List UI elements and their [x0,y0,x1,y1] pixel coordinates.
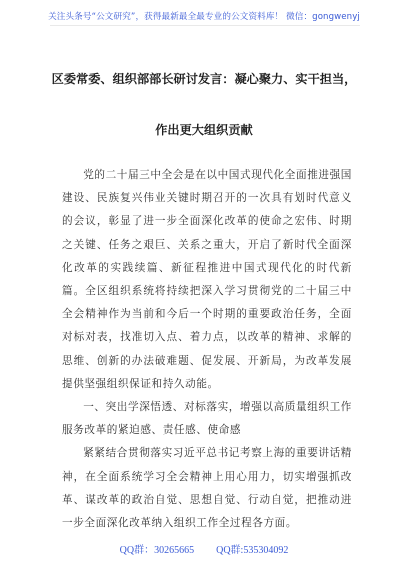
footer-qq-group-1: QQ群：30265665 [119,545,195,556]
paragraph-intro: 党的二十届三中全会是在以中国式现代化全面推进强国建设、民族复兴伟业关键时期召开的一次具有划时代意义的会议，彰显了进一步全面深化改革的使命之宏伟、时期之关键、任务之艰巨、关系之重大，开启了新时代全面深化改革的实践续篇、新征程推进中国式现代化的时代新篇。全区组织系统将持续把深入学习贯彻党的二十届三中全会精神作为当前和今后一个时期的重要政治任务，全面对标对表，找准切入点、着力点，以改革的精神、求解的思维、创新的办法破难题、促发展、开新局，为改革发展提供坚强组织保证和持久动能。 [62,169,352,390]
document-title-line-1: 区委常委、组织部部长研讨发言：凝心聚力、实干担当， [51,72,357,86]
header-notice: 关注头条号“公文研究”，获得最新最全最专业的公文资料库！ 微信：gongwenyj [48,12,360,22]
section-heading-1: 一、突出学深悟透、对标落实，增强以高质量组织工作服务改革的紧迫感、责任感、使命感 [62,401,352,437]
footer-qq-group-2: QQ群:535304092 [216,545,289,556]
header-divider [50,25,360,26]
document-title-line-2: 作出更大组织贡献 [155,123,253,137]
paragraph-section-1: 紧紧结合贯彻落实习近平总书记考察上海的重要讲话精神，在全面系统学习全会精神上用心用力，切实增强抓改革、谋改革的政治自觉、思想自觉、行动自觉，把推动进一步全面深化改革纳入组织工作全过程各方面。 [62,447,352,530]
footer [0,541,408,556]
document-body [62,164,352,535]
